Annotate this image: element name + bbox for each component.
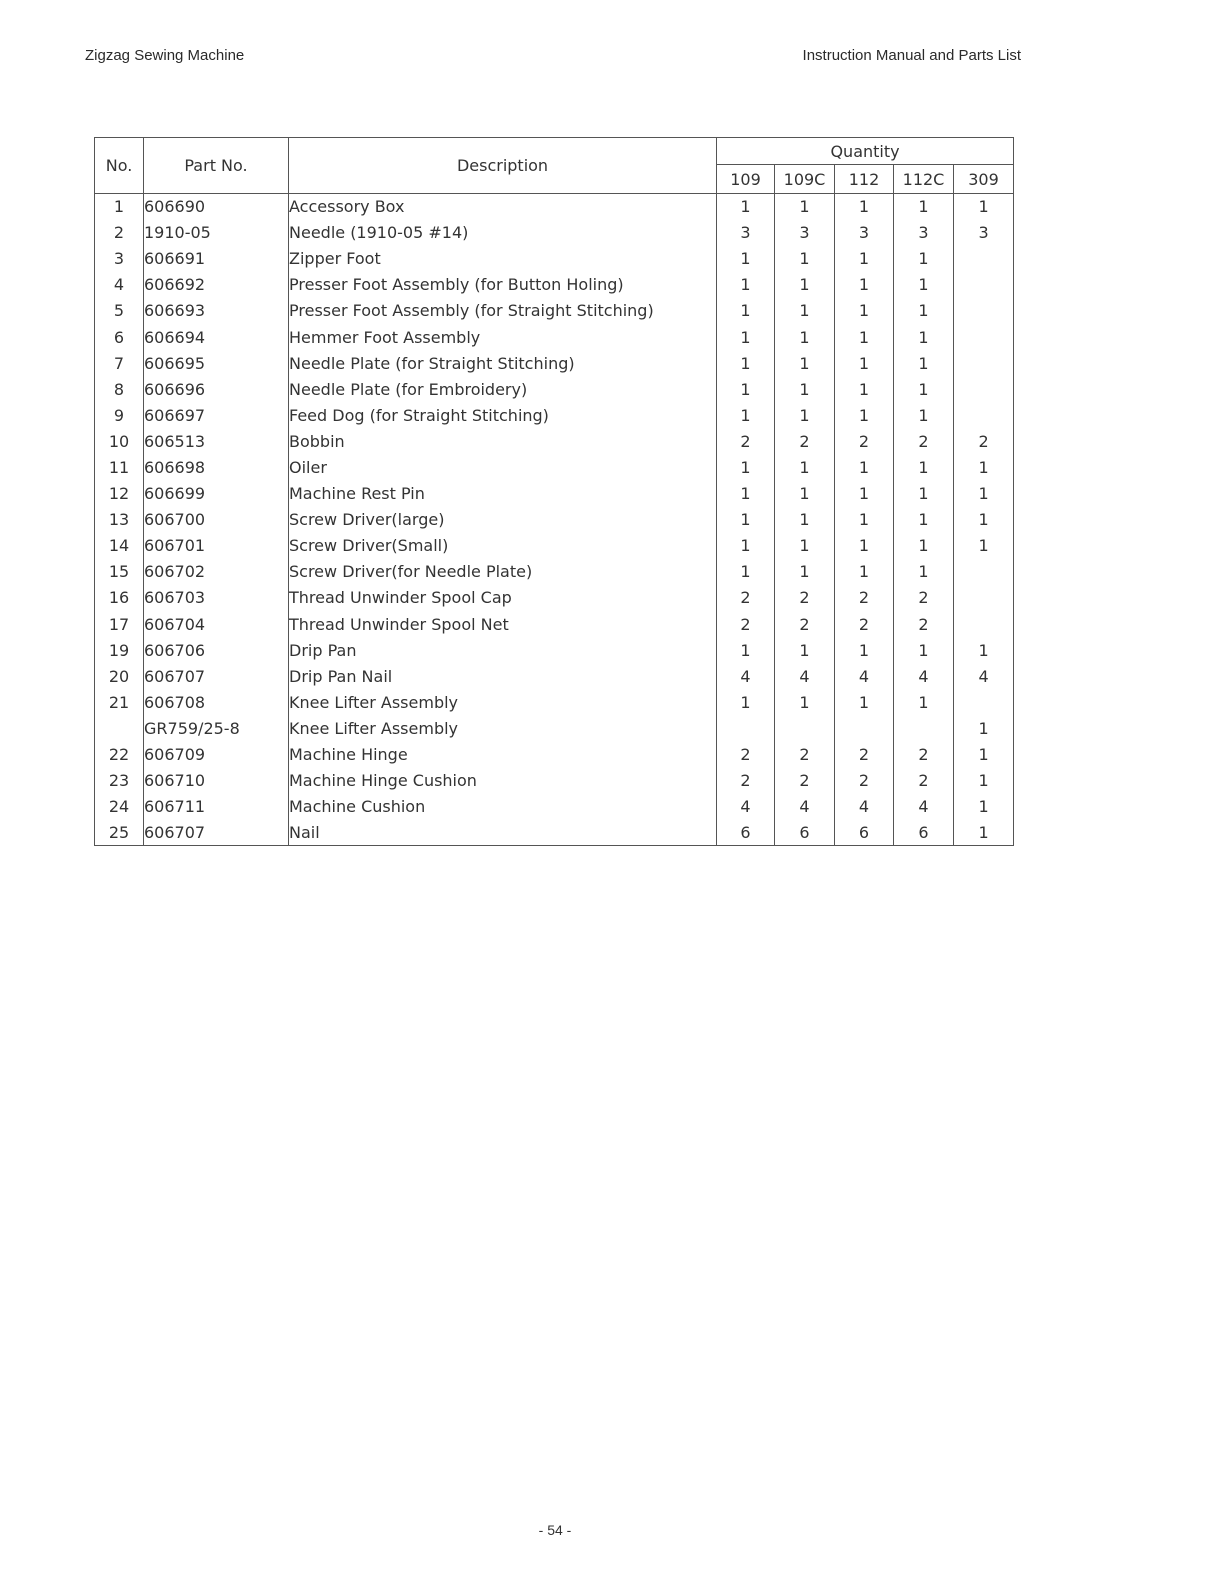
cell-quantity: 2 [835,428,894,454]
table-row [95,481,1014,507]
cell-quantity: 3 [775,220,835,246]
table-row [95,820,1014,846]
cell-quantity: 1 [894,533,954,559]
cell-quantity [954,272,1014,298]
cell-quantity: 2 [894,611,954,637]
table-row [95,768,1014,794]
header-no: No. [95,138,144,194]
cell-quantity: 1 [835,194,894,220]
cell-part-no: 606696 [144,376,289,402]
cell-quantity: 1 [835,481,894,507]
header-title-right: Instruction Manual and Parts List [802,47,1021,64]
cell-part-no: 606708 [144,689,289,715]
cell-quantity: 1 [954,768,1014,794]
cell-quantity: 1 [775,637,835,663]
cell-description: Machine Hinge [289,741,717,767]
cell-quantity: 1 [717,350,775,376]
cell-quantity: 1 [835,533,894,559]
cell-quantity: 1 [775,376,835,402]
cell-quantity: 1 [775,507,835,533]
cell-quantity: 4 [835,794,894,820]
cell-part-no: 606690 [144,194,289,220]
cell-quantity: 6 [775,820,835,846]
page-number: - 54 - [538,1522,572,1538]
table-row [95,611,1014,637]
table-row [95,454,1014,480]
cell-no: 9 [95,402,144,428]
cell-quantity: 1 [775,246,835,272]
cell-quantity: 1 [835,298,894,324]
cell-quantity: 1 [835,689,894,715]
cell-quantity [717,715,775,741]
table-row [95,507,1014,533]
cell-no: 24 [95,794,144,820]
parts-table-body [95,194,1014,846]
cell-no: 10 [95,428,144,454]
cell-quantity: 1 [894,350,954,376]
cell-quantity: 1 [835,454,894,480]
cell-part-no: 606693 [144,298,289,324]
cell-quantity: 1 [835,272,894,298]
cell-quantity [954,298,1014,324]
header-model-112c: 112C [894,165,954,194]
table-row [95,663,1014,689]
cell-quantity: 2 [775,768,835,794]
cell-quantity: 2 [894,741,954,767]
cell-description: Zipper Foot [289,246,717,272]
cell-quantity: 1 [954,507,1014,533]
cell-no: 25 [95,820,144,846]
cell-quantity: 1 [775,324,835,350]
cell-description: Needle Plate (for Straight Stitching) [289,350,717,376]
cell-quantity: 1 [717,481,775,507]
cell-part-no: 606691 [144,246,289,272]
cell-quantity: 1 [954,741,1014,767]
cell-quantity: 1 [717,559,775,585]
cell-no: 6 [95,324,144,350]
cell-quantity: 1 [775,533,835,559]
cell-no: 3 [95,246,144,272]
cell-quantity: 4 [894,663,954,689]
cell-quantity: 1 [954,454,1014,480]
cell-quantity: 1 [717,402,775,428]
table-row [95,376,1014,402]
cell-quantity: 2 [835,611,894,637]
cell-quantity: 3 [954,220,1014,246]
table-row [95,637,1014,663]
cell-quantity: 6 [835,820,894,846]
cell-quantity: 2 [894,585,954,611]
cell-quantity: 1 [954,194,1014,220]
cell-quantity: 1 [717,533,775,559]
cell-part-no: GR759/25-8 [144,715,289,741]
cell-quantity: 1 [894,246,954,272]
cell-no [95,715,144,741]
cell-quantity [835,715,894,741]
cell-quantity: 2 [717,611,775,637]
cell-quantity: 2 [894,768,954,794]
cell-quantity [954,324,1014,350]
cell-quantity: 4 [717,794,775,820]
cell-quantity: 4 [835,663,894,689]
cell-quantity: 1 [835,402,894,428]
cell-quantity: 1 [894,376,954,402]
table-row [95,246,1014,272]
cell-quantity: 1 [835,324,894,350]
header-part-no: Part No. [144,138,289,194]
cell-quantity: 2 [835,585,894,611]
cell-part-no: 606697 [144,402,289,428]
cell-quantity: 3 [717,220,775,246]
table-row [95,689,1014,715]
cell-part-no: 606701 [144,533,289,559]
cell-quantity: 1 [717,454,775,480]
cell-description: Presser Foot Assembly (for Straight Stitching) [289,298,717,324]
cell-quantity [954,689,1014,715]
cell-no: 4 [95,272,144,298]
cell-quantity: 2 [835,741,894,767]
cell-quantity: 1 [717,324,775,350]
cell-no: 13 [95,507,144,533]
header-title-left: Zigzag Sewing Machine [85,47,245,64]
cell-quantity: 4 [717,663,775,689]
cell-no: 1 [95,194,144,220]
cell-quantity: 2 [835,768,894,794]
cell-quantity: 2 [717,768,775,794]
cell-no: 22 [95,741,144,767]
table-row [95,194,1014,220]
cell-quantity: 1 [717,194,775,220]
cell-description: Drip Pan Nail [289,663,717,689]
cell-no: 19 [95,637,144,663]
cell-quantity: 1 [775,272,835,298]
cell-quantity: 1 [894,689,954,715]
cell-description: Thread Unwinder Spool Cap [289,585,717,611]
cell-no: 7 [95,350,144,376]
cell-part-no: 606692 [144,272,289,298]
cell-description: Presser Foot Assembly (for Button Holing) [289,272,717,298]
cell-quantity: 2 [775,741,835,767]
cell-quantity: 2 [717,585,775,611]
cell-quantity: 2 [894,428,954,454]
cell-description: Nail [289,820,717,846]
table-row [95,272,1014,298]
cell-no: 11 [95,454,144,480]
cell-quantity: 1 [894,559,954,585]
header-model-109: 109 [717,165,775,194]
cell-quantity: 1 [954,637,1014,663]
cell-quantity: 6 [894,820,954,846]
table-row [95,428,1014,454]
cell-description: Screw Driver(for Needle Plate) [289,559,717,585]
cell-part-no: 606699 [144,481,289,507]
cell-description: Accessory Box [289,194,717,220]
cell-quantity: 2 [954,428,1014,454]
cell-quantity: 1 [775,689,835,715]
header-quantity: Quantity [717,138,1014,165]
cell-no: 20 [95,663,144,689]
cell-quantity: 1 [775,481,835,507]
table-row [95,220,1014,246]
cell-part-no: 606711 [144,794,289,820]
cell-quantity: 4 [894,794,954,820]
cell-description: Screw Driver(large) [289,507,717,533]
table-row [95,585,1014,611]
header-model-309: 309 [954,165,1014,194]
cell-part-no: 606707 [144,820,289,846]
cell-quantity: 1 [894,324,954,350]
cell-quantity: 1 [894,637,954,663]
cell-quantity: 1 [894,194,954,220]
cell-no: 21 [95,689,144,715]
cell-quantity: 1 [835,507,894,533]
table-row [95,794,1014,820]
cell-part-no: 606694 [144,324,289,350]
cell-quantity: 1 [717,272,775,298]
cell-quantity [954,376,1014,402]
cell-quantity: 1 [835,559,894,585]
cell-description: Feed Dog (for Straight Stitching) [289,402,717,428]
cell-part-no: 606710 [144,768,289,794]
cell-description: Needle Plate (for Embroidery) [289,376,717,402]
cell-no: 2 [95,220,144,246]
table-row [95,350,1014,376]
cell-quantity: 1 [775,298,835,324]
cell-description: Screw Driver(Small) [289,533,717,559]
cell-description: Drip Pan [289,637,717,663]
cell-quantity: 1 [894,272,954,298]
cell-quantity: 1 [775,454,835,480]
cell-description: Machine Hinge Cushion [289,768,717,794]
cell-quantity [954,611,1014,637]
table-row [95,559,1014,585]
cell-no: 8 [95,376,144,402]
header-model-112: 112 [835,165,894,194]
cell-quantity: 1 [775,402,835,428]
cell-quantity: 2 [775,428,835,454]
cell-description: Needle (1910-05 #14) [289,220,717,246]
cell-description: Machine Cushion [289,794,717,820]
cell-quantity: 1 [894,507,954,533]
cell-quantity [775,715,835,741]
cell-no: 12 [95,481,144,507]
cell-quantity: 1 [954,820,1014,846]
cell-part-no: 606700 [144,507,289,533]
cell-no: 14 [95,533,144,559]
cell-part-no: 606703 [144,585,289,611]
cell-quantity: 1 [894,298,954,324]
cell-part-no: 606706 [144,637,289,663]
cell-no: 5 [95,298,144,324]
cell-no: 16 [95,585,144,611]
cell-part-no: 606695 [144,350,289,376]
cell-quantity: 1 [894,481,954,507]
cell-description: Bobbin [289,428,717,454]
cell-part-no: 606698 [144,454,289,480]
cell-quantity: 4 [775,663,835,689]
cell-quantity: 1 [835,637,894,663]
cell-description: Hemmer Foot Assembly [289,324,717,350]
cell-quantity: 1 [954,715,1014,741]
cell-quantity: 1 [954,794,1014,820]
cell-no: 23 [95,768,144,794]
cell-quantity [954,559,1014,585]
header-description: Description [289,138,717,194]
cell-quantity: 2 [775,585,835,611]
cell-quantity: 1 [835,246,894,272]
cell-quantity: 2 [717,741,775,767]
cell-quantity [894,715,954,741]
cell-quantity: 1 [835,350,894,376]
table-row [95,298,1014,324]
cell-part-no: 606707 [144,663,289,689]
cell-quantity: 1 [894,402,954,428]
cell-description: Machine Rest Pin [289,481,717,507]
header-model-109c: 109C [775,165,835,194]
cell-quantity: 1 [717,689,775,715]
cell-quantity: 4 [954,663,1014,689]
cell-quantity [954,585,1014,611]
cell-quantity: 1 [835,376,894,402]
cell-part-no: 606702 [144,559,289,585]
cell-quantity: 4 [775,794,835,820]
cell-part-no: 606709 [144,741,289,767]
cell-quantity: 1 [775,350,835,376]
table-row [95,715,1014,741]
cell-description: Knee Lifter Assembly [289,689,717,715]
cell-quantity [954,350,1014,376]
table-row [95,402,1014,428]
cell-quantity: 1 [717,246,775,272]
cell-quantity: 2 [775,611,835,637]
cell-quantity: 1 [775,559,835,585]
cell-description: Knee Lifter Assembly [289,715,717,741]
cell-quantity [954,246,1014,272]
table-row [95,533,1014,559]
cell-part-no: 606513 [144,428,289,454]
cell-quantity: 1 [717,637,775,663]
cell-quantity: 1 [954,533,1014,559]
parts-table [94,137,1014,846]
cell-quantity: 3 [894,220,954,246]
cell-description: Oiler [289,454,717,480]
cell-quantity: 1 [717,298,775,324]
cell-quantity: 1 [894,454,954,480]
cell-quantity: 1 [717,507,775,533]
cell-description: Thread Unwinder Spool Net [289,611,717,637]
cell-quantity: 1 [775,194,835,220]
cell-quantity: 3 [835,220,894,246]
cell-quantity [954,402,1014,428]
cell-quantity: 2 [717,428,775,454]
cell-part-no: 606704 [144,611,289,637]
table-row [95,741,1014,767]
cell-no: 15 [95,559,144,585]
cell-quantity: 1 [954,481,1014,507]
cell-part-no: 1910-05 [144,220,289,246]
cell-quantity: 6 [717,820,775,846]
cell-no: 17 [95,611,144,637]
table-row [95,324,1014,350]
cell-quantity: 1 [717,376,775,402]
